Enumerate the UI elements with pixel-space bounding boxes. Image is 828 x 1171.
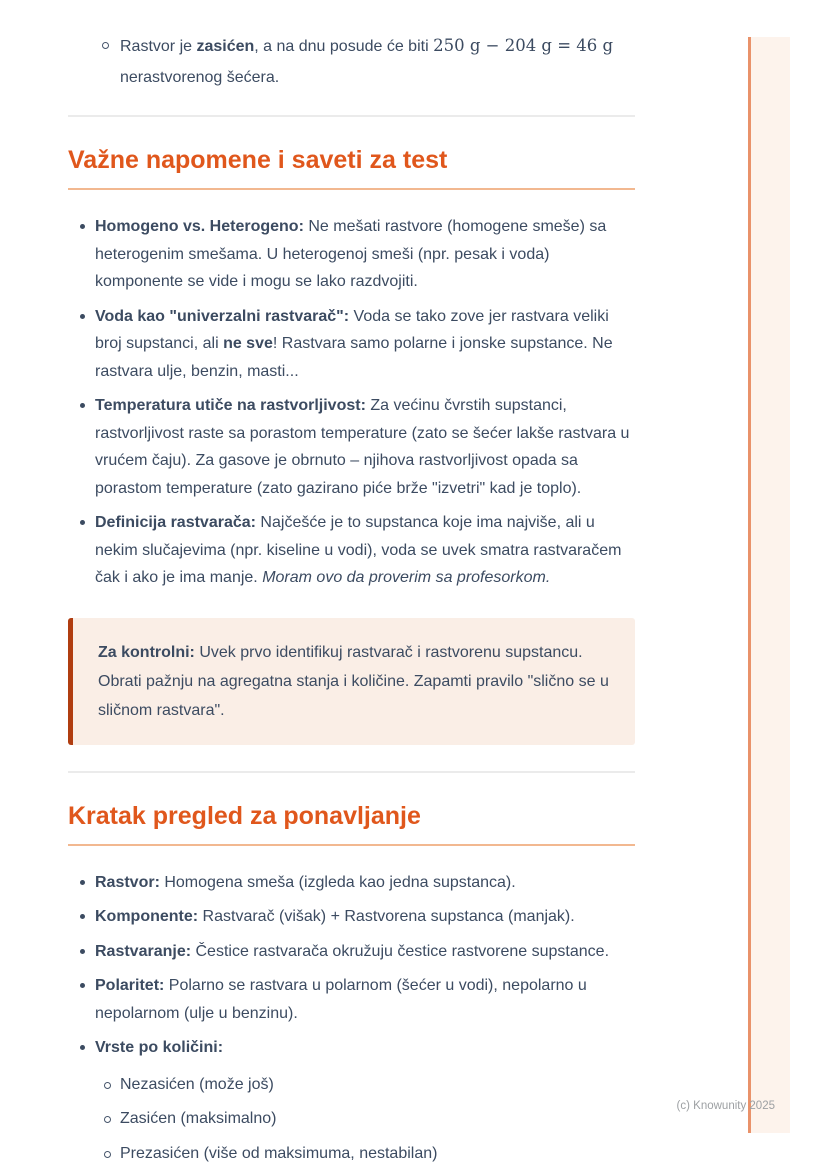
text-segment: nerastvorenog šećera. <box>120 69 280 86</box>
sub-list-item-text: Nezasićen (može još) <box>120 1075 274 1093</box>
circle-bullet-icon <box>104 1082 111 1089</box>
bullet-icon <box>80 520 85 525</box>
text-segment: Ne mešati rastvore (homogene smeše) sa heterogenim smešama. U heterogenoj smeši (npr. pesak i voda) komponente se vide i mogu se lako razdvojiti. <box>95 218 607 290</box>
text-segment: Rastvaranje: <box>95 942 192 960</box>
list-item <box>95 972 635 1027</box>
bullet-icon <box>80 314 85 319</box>
text-segment: Komponente: <box>95 908 199 925</box>
text-segment: ne sve <box>223 335 273 352</box>
text-segment: zasićen <box>196 38 255 55</box>
text-segment: Čestice rastvarača okružuju čestice rastvorene supstance. <box>191 942 610 960</box>
bullet-icon <box>80 983 85 988</box>
list-item-text <box>95 908 575 925</box>
text-segment: Voda se tako zove jer rastvara veliki broj supstanci, ali <box>95 307 609 352</box>
text-segment: 250 g − 204 g = 46 g <box>433 36 614 55</box>
list-item <box>95 509 635 592</box>
list-item <box>95 1034 635 1167</box>
bullet-icon <box>80 880 85 885</box>
callout-text <box>98 638 610 725</box>
text-segment: ! Rastvara samo polarne i jonske supstance. Ne rastvara ulje, benzin, masti... <box>95 335 613 380</box>
section1-title: Važne napomene i saveti za test <box>68 145 635 190</box>
list-item-text <box>95 218 606 290</box>
circle-bullet-icon <box>102 42 109 49</box>
document-content <box>68 0 635 1171</box>
list-item <box>95 303 635 386</box>
text-segment: Rastvor: <box>95 873 160 891</box>
intro-text <box>120 38 613 86</box>
sub-list-item-text: Zasićen (maksimalno) <box>120 1110 277 1127</box>
text-segment: Polaritet: <box>95 977 165 994</box>
copyright-text: (c) Knowunity 2025 <box>676 1100 775 1112</box>
section-divider <box>68 115 635 117</box>
bullet-icon <box>80 914 85 919</box>
text-segment: Homogeno vs. Heterogeno: <box>95 218 304 235</box>
circle-bullet-icon <box>104 1116 111 1123</box>
sub-list-item <box>120 1071 635 1099</box>
section2-title: Kratak pregled za ponavljanje <box>68 801 635 846</box>
text-segment: Za kontrolni: <box>98 643 195 661</box>
list-item <box>95 392 635 502</box>
sub-list-item-text: Prezasićen (više od maksimuma, nestabilan) <box>120 1144 438 1162</box>
text-segment: Polarno se rastvara u polarnom (šećer u vodi), nepolarno u nepolarnom (ulje u benzinu). <box>95 977 587 1022</box>
text-segment: Moram ovo da proverim sa profesorkom. <box>262 569 551 586</box>
list-item <box>95 869 635 897</box>
list-item-text <box>95 943 609 960</box>
bullet-icon <box>80 949 85 954</box>
circle-bullet-icon <box>104 1151 111 1158</box>
text-segment: Temperatura utiče na rastvorljivost: <box>95 397 366 414</box>
list-item <box>95 213 635 296</box>
sub-list-item <box>120 1105 635 1133</box>
text-segment: Za većinu čvrstih supstanci, rastvorljivost raste sa porastom temperature (zato se šećer lakše rastvara u vrućem čaju). Za gasove je obrnuto – njihova rastvorljivost opada sa porastom temperature (zato gazirano piće brže "izvetri" kad je toplo). <box>95 397 630 497</box>
sub-list-item <box>120 1140 635 1168</box>
section1-list <box>68 213 635 592</box>
text-segment: Rastvor je <box>120 38 197 55</box>
text-segment: Najčešće je to supstanca koje ima najviše, ali u nekim slučajevima (npr. kiseline u vodi), voda se uvek smatra rastvaračem čak i ako je ima manje. <box>95 514 622 586</box>
text-segment: Homogena smeša (izgleda kao jedna supstanca). <box>159 873 516 891</box>
text-segment: Rastvarač (višak) + Rastvorena supstanca (manjak). <box>198 908 575 925</box>
page-edge-highlight-band <box>751 37 790 1133</box>
list-item <box>95 938 635 966</box>
section2-list <box>68 869 635 1168</box>
text-segment: Uvek prvo identifikuj rastvarač i rastvorenu supstancu. Obrati pažnju na agregatna stanja i količine. Zapamti pravilo "slično se u sličnom rastvara". <box>98 643 609 719</box>
bullet-icon <box>80 1045 85 1050</box>
text-segment: Vrste po količini: <box>95 1039 224 1056</box>
callout-box <box>68 618 635 745</box>
list-item <box>95 903 635 931</box>
list-item-text <box>95 874 516 891</box>
text-segment: , a na dnu posude će biti <box>254 38 434 55</box>
sub-list <box>95 1071 635 1168</box>
section-divider <box>68 771 635 773</box>
bullet-icon <box>80 224 85 229</box>
list-item-text <box>95 977 587 1022</box>
bullet-icon <box>80 403 85 408</box>
list-item-text <box>95 1039 223 1056</box>
list-item-text <box>95 308 613 380</box>
list-item-text <box>95 514 621 586</box>
text-segment: Voda kao "univerzalni rastvarač": <box>95 307 350 325</box>
intro-list-item <box>68 30 635 93</box>
text-segment: Definicija rastvarača: <box>95 514 256 531</box>
page-edge-accent-line <box>748 37 751 1133</box>
list-item-text <box>95 397 629 497</box>
